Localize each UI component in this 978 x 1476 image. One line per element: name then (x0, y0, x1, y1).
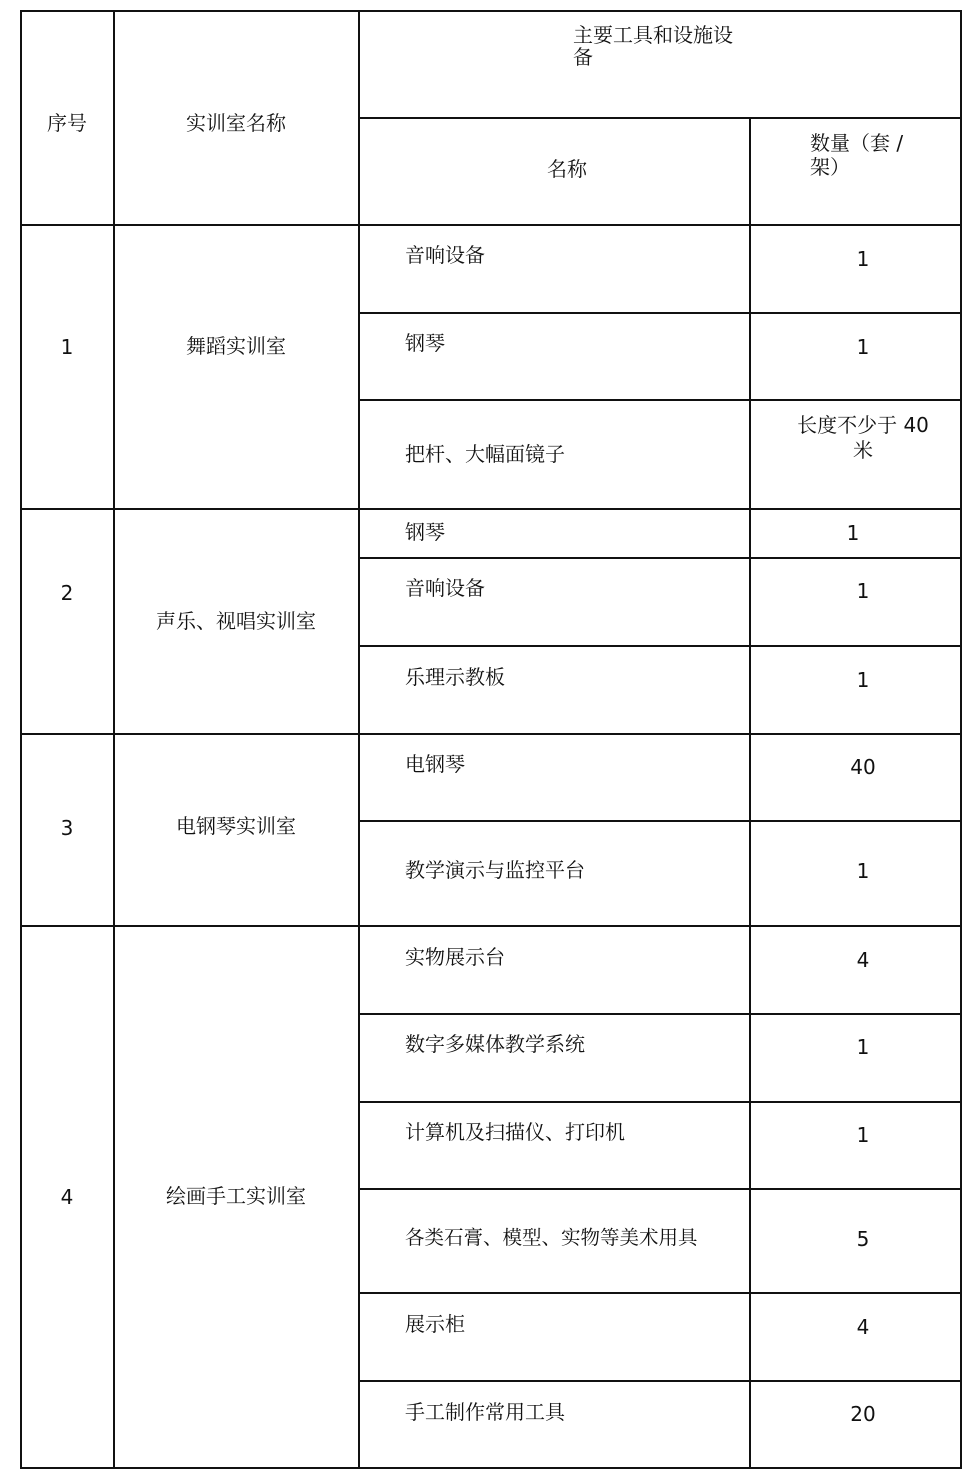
item-quantity: 1 (856, 668, 870, 692)
item-name: 乐理示教板 (405, 665, 505, 689)
header-seq: 序号 (47, 111, 87, 135)
header-main-equipment-line1: 主要工具和设施设 (573, 23, 733, 47)
item-quantity: 5 (856, 1227, 870, 1251)
row-rule (359, 820, 962, 822)
row-rule (359, 645, 962, 647)
item-name: 各类石膏、模型、实物等美术用具 (405, 1226, 698, 1249)
header-item-name: 名称 (547, 157, 587, 181)
item-name: 钢琴 (405, 331, 445, 355)
row-seq: 2 (60, 581, 74, 605)
row-seq: 1 (60, 335, 74, 359)
item-quantity: 1 (856, 247, 870, 271)
row-rule (359, 1013, 962, 1015)
item-quantity: 1 (846, 521, 860, 545)
group-rule (20, 925, 962, 927)
item-quantity: 4 (856, 948, 870, 972)
item-name: 展示柜 (405, 1312, 465, 1336)
item-quantity: 40 (850, 755, 876, 779)
room-name: 声乐、视唱实训室 (156, 609, 316, 633)
table-border-right (960, 10, 962, 1469)
item-name: 教学演示与监控平台 (405, 858, 585, 882)
header-room-name: 实训室名称 (186, 111, 286, 135)
item-name: 音响设备 (405, 576, 485, 600)
room-name: 舞蹈实训室 (186, 334, 286, 358)
table-border-bottom (20, 1467, 962, 1469)
item-quantity: 1 (856, 335, 870, 359)
header-quantity-line1: 数量（套 / (810, 131, 904, 155)
row-rule (359, 1101, 962, 1103)
item-quantity (797, 412, 929, 463)
header-quantity-line2: 架） (810, 155, 850, 179)
room-name: 绘画手工实训室 (166, 1184, 306, 1208)
header-subrule (359, 117, 962, 119)
header-main-equipment (573, 22, 733, 70)
item-name: 电钢琴 (405, 752, 465, 776)
col-rule-room (358, 10, 360, 1469)
item-name: 钢琴 (405, 520, 445, 544)
group-rule (20, 733, 962, 735)
item-quantity-line2: 米 (853, 438, 873, 462)
item-quantity: 1 (856, 1035, 870, 1059)
item-name: 音响设备 (405, 243, 485, 267)
item-name: 手工制作常用工具 (405, 1400, 565, 1424)
item-name: 数字多媒体教学系统 (405, 1032, 585, 1056)
row-rule (359, 399, 962, 401)
row-rule (359, 1292, 962, 1294)
col-rule-seq (113, 10, 115, 1469)
item-quantity: 20 (850, 1402, 876, 1426)
table-border-top (20, 10, 962, 12)
item-quantity: 4 (856, 1315, 870, 1339)
item-quantity: 1 (856, 579, 870, 603)
row-rule (359, 557, 962, 559)
row-seq: 4 (60, 1185, 74, 1209)
item-quantity-line1: 长度不少于 40 (797, 413, 929, 437)
col-rule-name (749, 117, 751, 1469)
group-rule (20, 508, 962, 510)
row-seq: 3 (60, 816, 74, 840)
item-quantity: 1 (856, 1123, 870, 1147)
item-name: 把杆、大幅面镜子 (405, 442, 565, 466)
header-bottom-rule (20, 224, 962, 226)
table-border-left (20, 10, 22, 1469)
room-name: 电钢琴实训室 (176, 814, 296, 838)
header-quantity (810, 130, 903, 180)
row-rule (359, 312, 962, 314)
item-name: 计算机及扫描仪、打印机 (405, 1120, 625, 1144)
row-rule (359, 1380, 962, 1382)
row-rule (359, 1188, 962, 1190)
header-main-equipment-line2: 备 (573, 45, 593, 69)
item-quantity: 1 (856, 859, 870, 883)
item-name: 实物展示台 (405, 945, 505, 969)
